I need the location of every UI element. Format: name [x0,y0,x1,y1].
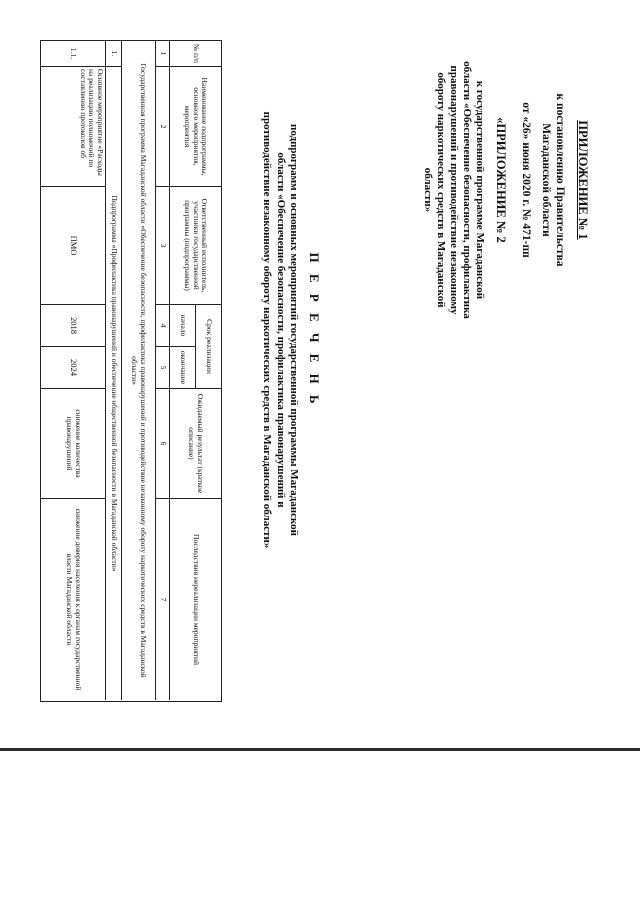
subprogram-row: Подпрограмма «Профилактика правонарушений и обеспечение общественной безопасности в Магаданской области» [105,67,121,700]
header-num: № п/п [169,41,221,67]
col-number: 7 [155,499,169,700]
program-row: Государственная программа Магаданской области «Обеспечение безопасности, профилактика правонарушений и противодействие незаконному обороту наркотических средств в Магаданской области» [121,41,155,700]
document-title: подпрограмм и основных мероприятий государственной программы Магаданской области «Обеспечение безопасности, профилактика правонарушений и противодействие незаконному обороту наркотических средств в Магаданской области» [261,111,300,549]
appendix1-date: от «26» июня 2020 г. № 471-пп [520,102,532,258]
page-bottom-edge [0,748,640,751]
appendix1-title: ПРИЛОЖЕНИЕ № 1 [576,120,590,240]
row-1-1-result: снижение количества правонарушений [41,389,105,499]
header-name: Наименование подпрограммы, основного мероприятия, мероприятия [169,67,221,187]
appendix2-title: «ПРИЛОЖЕНИЕ № 2 [494,117,508,243]
row-1-1-num: 1.1. [41,41,105,67]
row-1-1-start: 2018 [41,305,105,347]
col-number: 2 [155,67,169,187]
col-number: 4 [155,305,169,347]
header-end: окончание [169,347,195,389]
subprogram-num: 1. [105,41,121,67]
header-executor: Ответственный исполнитель, участники государственной программы (подпрограммы) [169,187,221,305]
col-number: 1 [155,41,169,67]
rotated-document-page [30,40,590,700]
row-1-1-name: Основное мероприятие «Расходы на реализацию полномочий по составлению протоколов об [41,67,105,187]
document-heading: П Е Р Е Ч Е Н Ь [307,252,322,408]
col-number: 5 [155,347,169,389]
row-1-1-consequences: снижение доверия населения к органам государственной власти Магаданской области [65,508,83,691]
header-consequences: Последствия нереализации мероприятий [169,499,221,700]
program-table [40,40,222,702]
header-start: начало [169,305,195,347]
row-1-1-end: 2024 [41,347,105,389]
col-number: 3 [155,187,169,305]
header-period: Срок реализации [195,305,221,389]
header-result: Ожидаемый результат (краткое описание) [169,389,221,499]
row-1-1-executor: ПМО [41,187,105,305]
appendix2-subtitle: к государственной программе Магаданской области «Обеспечение безопасности, профилактика правонарушений и противодействие незаконному обороту наркотических средств в Магаданской области» [422,61,486,319]
appendix1-subtitle: к постановлению Правительства Магаданской области [540,93,566,267]
col-number: 6 [155,389,169,499]
